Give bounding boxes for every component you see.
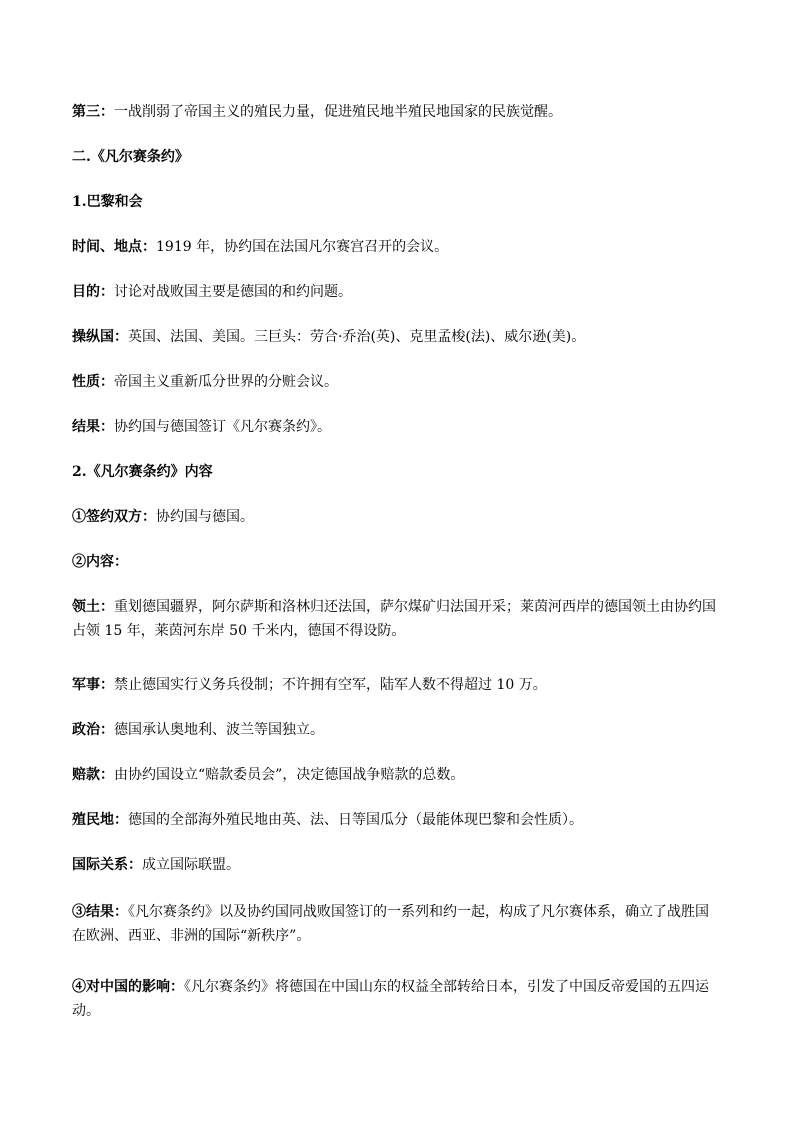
- label-parties: ①签约双方：: [72, 509, 156, 525]
- label-nature: 性质：: [72, 374, 114, 390]
- text-controllers: 英国、法国、美国。三巨头：劳合·乔治(英)、克里孟梭(法)、威尔逊(美)。: [128, 329, 586, 345]
- paragraph-reparations: [72, 763, 722, 787]
- label-third: 第三：: [72, 104, 114, 120]
- paragraph-outcome: [72, 900, 722, 948]
- label-controllers: 操纵国：: [72, 329, 128, 345]
- text-result: 协约国与德国签订《凡尔赛条约》。: [114, 419, 331, 435]
- paragraph-controllers: [72, 325, 722, 349]
- paragraph-international: [72, 853, 722, 877]
- text-military: 禁止德国实行义务兵役制；不许拥有空军，陆军人数不得超过 10 万。: [114, 677, 547, 693]
- text-international: 成立国际联盟。: [142, 857, 240, 873]
- text-china-impact: 《凡尔赛条约》将德国在中国山东的权益全部转给日本，引发了中国反帝爱国的五四运动。: [72, 979, 709, 1019]
- text-territory: 重划德国疆界，阿尔萨斯和洛林归还法国，萨尔煤矿归法国开采；莱茵河西岸的德国领土由协约国占领 15 年，莱茵河东岸 50 千米内，德国不得设防。: [72, 599, 716, 639]
- text-politics: 德国承认奥地利、波兰等国独立。: [114, 722, 324, 738]
- text-purpose: 讨论对战败国主要是德国的和约问题。: [114, 284, 352, 300]
- paragraph-parties: [72, 505, 722, 529]
- text-colonies: 德国的全部海外殖民地由英、法、日等国瓜分（最能体现巴黎和会性质）。: [128, 812, 583, 828]
- label-china-impact: ④对中国的影响：: [72, 979, 184, 995]
- paragraph-military: [72, 673, 722, 697]
- paragraph-result: [72, 415, 722, 439]
- paragraph-politics: [72, 718, 722, 742]
- paragraph-china-impact: [72, 975, 722, 1023]
- label-colonies: 殖民地：: [72, 812, 128, 828]
- label-result: 结果：: [72, 419, 114, 435]
- label-politics: 政治：: [72, 722, 114, 738]
- paragraph-time-place: [72, 235, 722, 259]
- label-time-place: 时间、地点：: [72, 239, 156, 255]
- text-nature: 帝国主义重新瓜分世界的分赃会议。: [114, 374, 338, 390]
- subheading-paris-conference: 1.巴黎和会: [72, 194, 143, 210]
- paragraph-third-point: [72, 100, 722, 124]
- paragraph-purpose: [72, 280, 722, 304]
- label-territory: 领土：: [72, 599, 114, 615]
- text-outcome: 《凡尔赛条约》以及协约国同战败国签订的一系列和约一起，构成了凡尔赛体系，确立了战胜国在欧洲、西亚、非洲的国际“新秩序”。: [72, 904, 709, 944]
- paragraph-territory: [72, 595, 722, 643]
- section-heading-versailles: 二.《凡尔赛条约》: [72, 149, 189, 165]
- text-third: 一战削弱了帝国主义的殖民力量，促进殖民地半殖民地国家的民族觉醒。: [114, 104, 562, 120]
- label-content: ②内容：: [72, 554, 128, 570]
- label-military: 军事：: [72, 677, 114, 693]
- text-time-place: 1919 年，协约国在法国凡尔赛宫召开的会议。: [156, 239, 449, 255]
- label-international: 国际关系：: [72, 857, 142, 873]
- label-purpose: 目的：: [72, 284, 114, 300]
- label-reparations: 赔款：: [72, 767, 114, 783]
- subheading-treaty-content: 2.《凡尔赛条约》内容: [72, 464, 213, 480]
- paragraph-colonies: [72, 808, 722, 832]
- text-parties: 协约国与德国。: [156, 509, 254, 525]
- label-outcome: ③结果：: [72, 904, 128, 920]
- text-reparations: 由协约国设立“赔款委员会”，决定德国战争赔款的总数。: [114, 767, 465, 783]
- paragraph-nature: [72, 370, 722, 394]
